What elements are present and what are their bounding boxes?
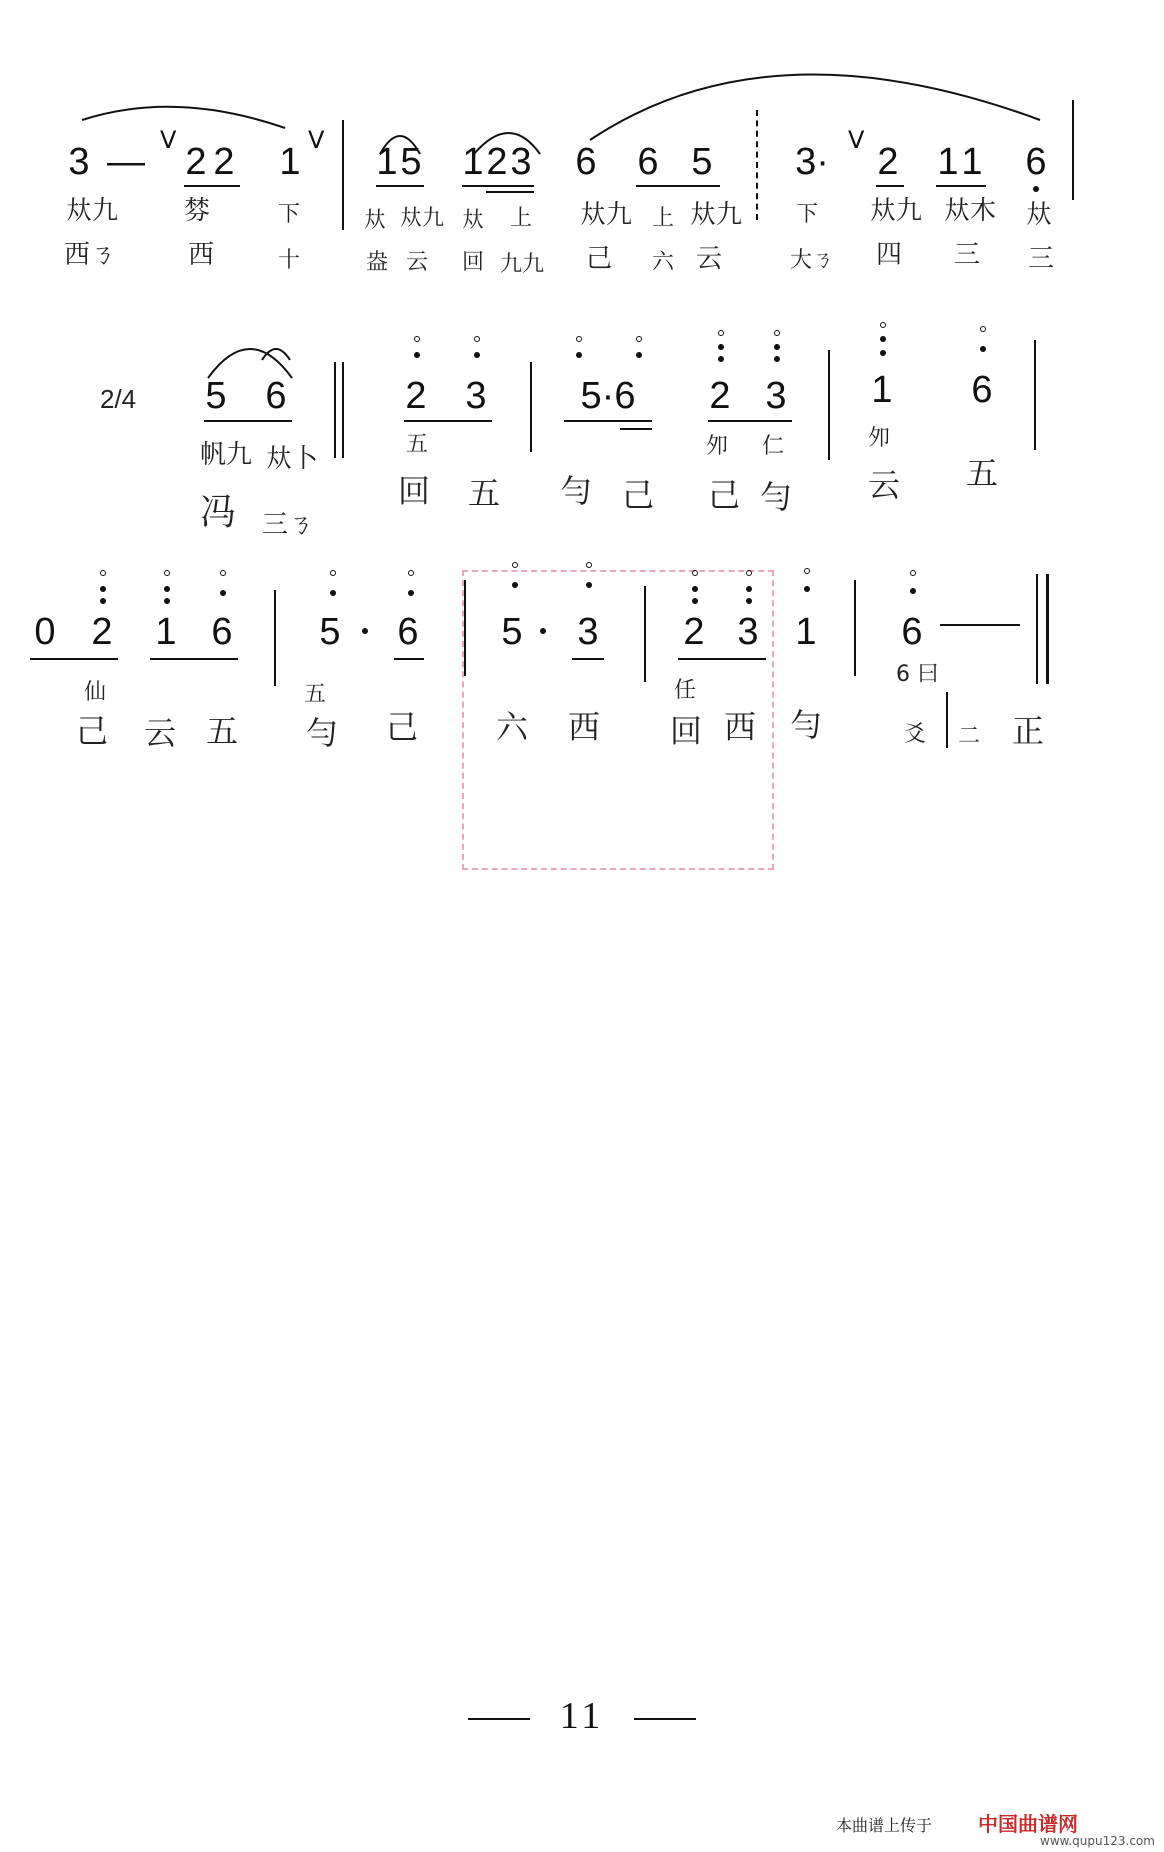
upper-octave-dot: [746, 598, 752, 604]
dashed-barline: [756, 110, 758, 220]
upper-octave-dot: [586, 582, 592, 588]
underline: [564, 420, 652, 422]
note: 3: [765, 375, 787, 417]
page-number-value: 11: [559, 1695, 605, 1737]
tab-char: 云: [144, 714, 177, 752]
upper-octave-dot: [636, 352, 642, 358]
barline: [274, 590, 276, 686]
tab-char: 云: [406, 250, 429, 275]
final-barline: [1036, 574, 1038, 684]
upper-octave-dot: [408, 590, 414, 596]
breath-mark: V: [160, 126, 177, 154]
tab-char: 夶卜: [266, 444, 319, 474]
tab-char: 夶九: [690, 200, 743, 230]
lower-octave-dot: [1033, 186, 1039, 192]
upper-octave-ring: [774, 330, 780, 336]
upper-octave-dot: [100, 586, 106, 592]
underline: [404, 420, 492, 422]
tab-char: 西ㄋ: [64, 240, 117, 270]
underline: [486, 191, 534, 193]
upper-octave-dot: [804, 586, 810, 592]
dotted-note: [362, 628, 368, 634]
tab-char: 仙: [84, 680, 107, 705]
tab-char: 夶: [364, 208, 387, 233]
upper-octave-ring: [718, 330, 724, 336]
tab-char: 夶: [462, 208, 485, 233]
tab-char: 仁: [762, 434, 785, 459]
upper-octave-dot: [474, 352, 480, 358]
tab-char: 五: [966, 454, 999, 492]
tab-char: 6 曰: [896, 662, 939, 687]
tab-char: 正: [1012, 712, 1045, 750]
upper-octave-ring: [220, 570, 226, 576]
upper-octave-dot: [718, 356, 724, 362]
barline: [1034, 340, 1036, 450]
time-signature: 2/4: [100, 384, 137, 414]
tab-char: 棼: [184, 196, 211, 226]
underline: [876, 185, 904, 187]
underline: [394, 658, 424, 660]
tab-char: 回: [670, 712, 703, 750]
upper-octave-ring: [746, 570, 752, 576]
note: 1: [279, 141, 301, 183]
upper-octave-dot: [910, 588, 916, 594]
tab-char: 西: [724, 708, 757, 746]
upper-octave-dot: [100, 598, 106, 604]
barline: [342, 120, 344, 230]
page-number: [462, 1694, 702, 1738]
upper-octave-dot: [414, 352, 420, 358]
tab-char: 西: [188, 240, 215, 270]
tab-char: 回: [462, 250, 485, 275]
tab-char: 上: [510, 206, 533, 231]
upper-octave-dot: [718, 344, 724, 350]
note: 1: [462, 141, 484, 183]
dotted-note: [540, 628, 546, 634]
tab-char: 夶九: [580, 200, 633, 230]
breath-mark: V: [308, 126, 325, 154]
note: 3·: [795, 141, 829, 183]
tab-char: 夶九: [870, 196, 923, 226]
tab-char: 夶木: [944, 196, 997, 226]
barline: [464, 580, 466, 676]
upper-octave-ring: [910, 570, 916, 576]
upper-octave-dot: [746, 586, 752, 592]
note: 2: [877, 141, 899, 183]
tab-char: 三: [954, 240, 981, 270]
tab-char: 四: [876, 240, 903, 270]
tab-char: 冯: [200, 492, 237, 533]
upper-octave-dot: [220, 590, 226, 596]
note: 2: [185, 141, 207, 183]
underline: [184, 185, 240, 187]
footer-credit: 本曲谱上传于: [836, 1816, 933, 1835]
underline: [150, 658, 238, 660]
tab-char: 二: [958, 724, 981, 749]
upper-octave-dot: [512, 582, 518, 588]
tab-char: 夶: [1026, 200, 1053, 230]
note: 2: [213, 141, 235, 183]
note: 2: [709, 375, 731, 417]
note: 6: [1025, 141, 1047, 183]
note: 2: [405, 375, 427, 417]
tab-char: 云: [696, 244, 723, 274]
tab-char: 西: [568, 708, 601, 746]
barline: [828, 350, 830, 460]
note: 6: [265, 375, 287, 417]
note: 3: [510, 141, 532, 183]
barline: [530, 362, 532, 452]
note: 2: [486, 141, 508, 183]
note: 1: [155, 611, 177, 653]
tab-char: 九九: [500, 252, 545, 277]
upper-octave-ring: [408, 570, 414, 576]
tab-char: 夘: [706, 434, 729, 459]
note: 2: [683, 611, 705, 653]
tab-char: 六: [652, 250, 675, 275]
note: 6: [637, 141, 659, 183]
underline: [936, 185, 986, 187]
tab-char: 盎: [366, 250, 389, 275]
upper-octave-ring: [692, 570, 698, 576]
upper-octave-dot: [980, 346, 986, 352]
underline: [376, 185, 424, 187]
upper-octave-dot: [576, 352, 582, 358]
tab-char: 五: [206, 712, 239, 750]
site-logo[interactable]: 中国曲谱网: [978, 1812, 1078, 1836]
note: 0: [34, 611, 56, 653]
upper-octave-ring: [636, 336, 642, 342]
upper-octave-dot: [164, 586, 170, 592]
tab-char: 云: [868, 466, 901, 504]
tab-char: 帆九: [200, 440, 253, 470]
underline: [708, 420, 792, 422]
dash: —: [107, 141, 145, 183]
tab-char: 三ㄋ: [262, 510, 315, 540]
note: 1: [937, 141, 959, 183]
underline: [678, 658, 766, 660]
upper-octave-ring: [100, 570, 106, 576]
tab-char: 上: [652, 206, 675, 231]
underline: [636, 185, 720, 187]
upper-octave-ring: [576, 336, 582, 342]
tab-char: 六: [496, 708, 529, 746]
note: 1: [795, 611, 817, 653]
dash-line: [940, 624, 1020, 626]
tab-char: 回: [398, 472, 431, 510]
barline: [1072, 100, 1074, 200]
tab-char: 十: [278, 248, 301, 273]
note: 6: [971, 369, 993, 411]
upper-octave-dot: [774, 344, 780, 350]
tab-char: 五: [406, 432, 429, 457]
tab-char: 勻: [790, 706, 823, 744]
note: 5: [691, 141, 713, 183]
upper-octave-ring: [804, 568, 810, 574]
note: 6: [211, 611, 233, 653]
note: 2: [91, 611, 113, 653]
tab-char: 夶九: [400, 206, 445, 231]
divider: [946, 692, 948, 748]
tab-char: 爻: [904, 722, 927, 747]
final-barline: [1046, 574, 1049, 684]
underline: [204, 420, 292, 422]
tab-char: 下: [278, 202, 301, 227]
note: 5·6: [580, 375, 636, 417]
tab-char: 勻: [306, 714, 339, 752]
note: 3: [68, 141, 90, 183]
upper-octave-dot: [330, 590, 336, 596]
upper-octave-dot: [774, 356, 780, 362]
upper-octave-ring: [880, 322, 886, 328]
upper-octave-dot: [692, 598, 698, 604]
tab-char: 大ㄋ: [790, 248, 835, 273]
upper-octave-dot: [880, 336, 886, 342]
tab-char: 五: [468, 474, 501, 512]
upper-octave-ring: [164, 570, 170, 576]
tab-char: 三: [1028, 244, 1055, 274]
upper-octave-ring: [980, 326, 986, 332]
tab-char: 任: [674, 678, 697, 703]
upper-octave-dot: [692, 586, 698, 592]
tab-char: 夶九: [66, 196, 119, 226]
barline: [644, 586, 646, 682]
tab-char: 五: [304, 682, 327, 707]
note: 5: [205, 375, 227, 417]
upper-octave-ring: [586, 562, 592, 568]
upper-octave-ring: [474, 336, 480, 342]
note: 3: [577, 611, 599, 653]
tab-char: 勻: [560, 472, 593, 510]
upper-octave-ring: [512, 562, 518, 568]
note: 6: [575, 141, 597, 183]
note: 1: [376, 141, 398, 183]
note: 1: [871, 369, 893, 411]
site-url[interactable]: www.qupu123.com: [1040, 1834, 1155, 1848]
underline: [620, 428, 652, 430]
tab-char: 己: [708, 476, 741, 514]
note: 3: [465, 375, 487, 417]
double-barline: [342, 362, 344, 458]
note: 5: [319, 611, 341, 653]
note: 1: [961, 141, 983, 183]
double-barline: [334, 362, 336, 458]
underline: [462, 185, 534, 187]
breath-mark: V: [848, 126, 865, 154]
note: 3: [737, 611, 759, 653]
note: 6: [397, 611, 419, 653]
barline: [854, 580, 856, 676]
tab-char: 下: [796, 202, 819, 227]
tab-char: 己: [76, 712, 109, 750]
note: 5: [501, 611, 523, 653]
tab-char: 己: [586, 244, 613, 274]
tab-char: 勻: [760, 478, 793, 516]
upper-octave-dot: [164, 598, 170, 604]
tab-char: 己: [622, 476, 655, 514]
upper-octave-dot: [880, 350, 886, 356]
tab-char: 夘: [868, 426, 891, 451]
tab-char: 己: [386, 708, 419, 746]
note: 6: [901, 611, 923, 653]
note: 5: [400, 141, 422, 183]
upper-octave-ring: [330, 570, 336, 576]
underline: [572, 658, 604, 660]
underline: [30, 658, 118, 660]
upper-octave-ring: [414, 336, 420, 342]
